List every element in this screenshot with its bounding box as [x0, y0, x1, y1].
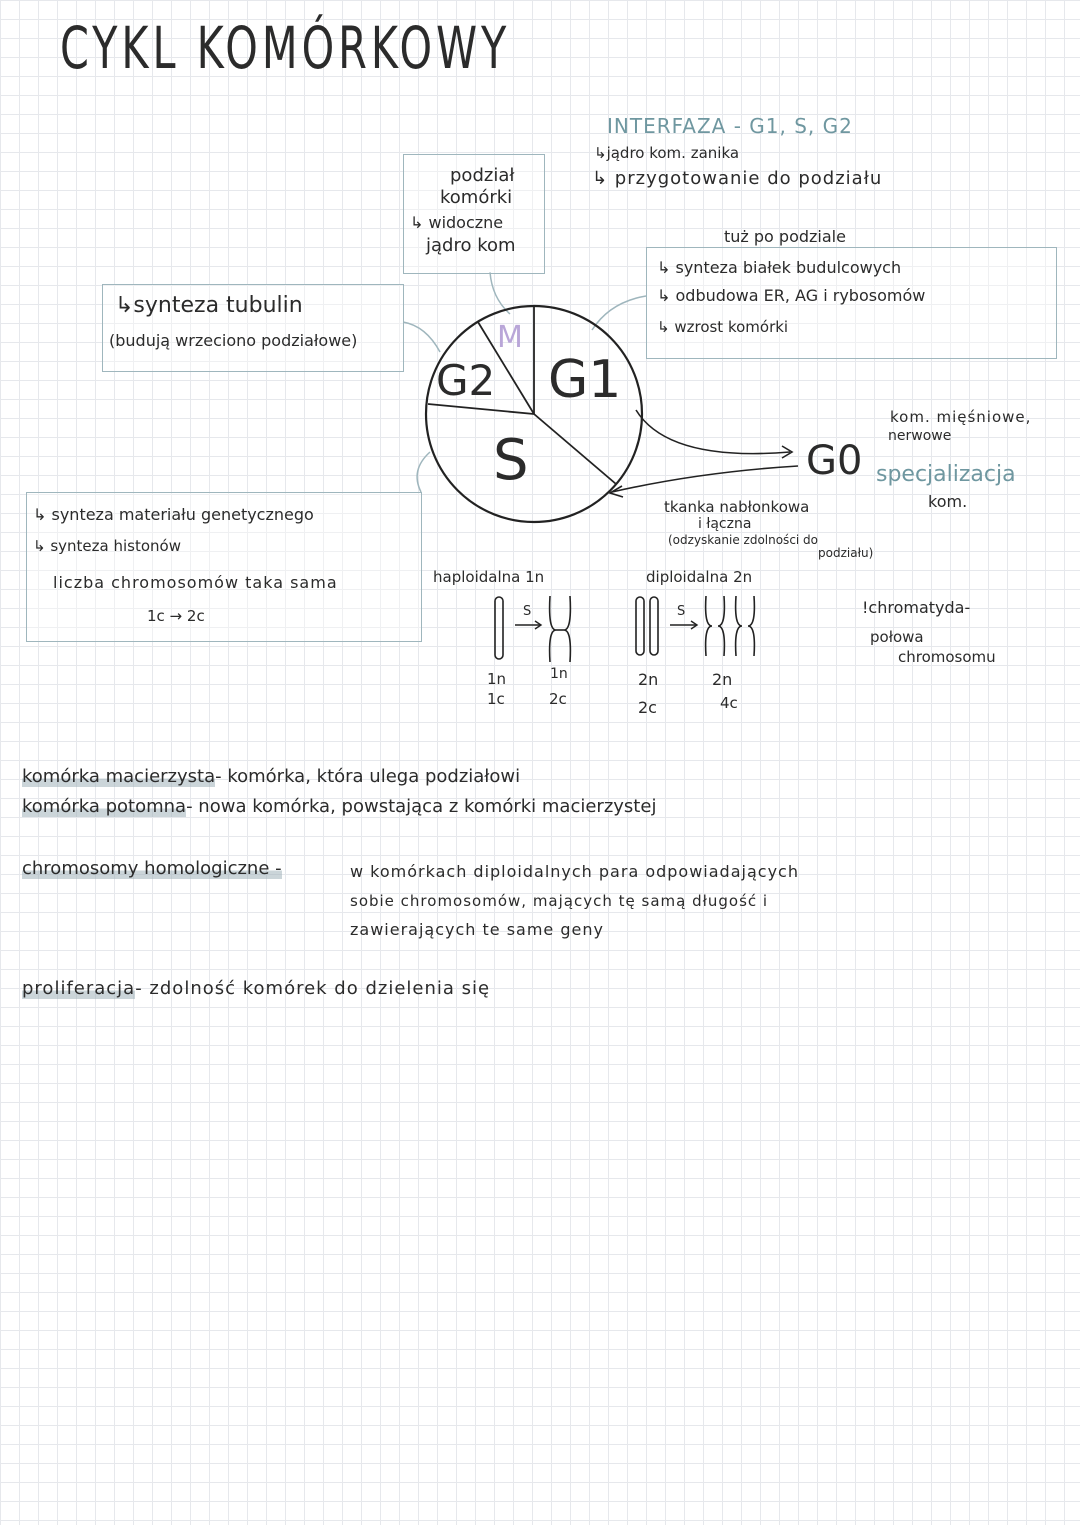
mitosis-box — [403, 154, 545, 274]
g2-line-2: (budują wrzeciono podziałowe) — [109, 331, 358, 350]
connector-s — [417, 452, 430, 492]
g0-cells-line-1: kom. mięśniowe, — [890, 408, 1032, 426]
g2-line-1: ↳synteza tubulin — [115, 293, 303, 318]
haploid-s-arrow-label: S — [523, 604, 532, 619]
chromatid-note-1: !chromatyda- — [862, 598, 971, 617]
chromatid-note-2: połowa — [870, 628, 924, 646]
connector-g1 — [592, 296, 646, 330]
chromosome-diploid-after — [706, 596, 755, 656]
g1-line-3: ↳ wzrost komórki — [657, 318, 789, 336]
haploid-before-c: 1c — [487, 690, 505, 708]
definition-mother-cell — [22, 766, 520, 787]
g0-return-line-1: tkanka nabłonkowa — [664, 498, 810, 516]
phase-m-label: M — [497, 320, 523, 355]
arrow-from-g0 — [612, 466, 798, 492]
specialization-label: specjalizacja — [876, 462, 1016, 487]
interphase-heading: INTERFAZA - G1, S, G2 — [607, 114, 853, 138]
term-homologous-chromosomes — [22, 858, 282, 879]
connector-g2 — [403, 322, 440, 352]
specialization-label-2: kom. — [928, 492, 968, 511]
homolog-def-line-3: zawierających te same geny — [350, 920, 604, 939]
phase-g0-label: G0 — [806, 438, 863, 484]
term-mother-cell: komórka macierzysta — [22, 766, 216, 787]
def-proliferation: - zdolność komórek do dzielenia się — [135, 978, 491, 999]
interphase-line-2: ↳ przygotowanie do podziału — [592, 168, 883, 189]
def-mother-cell: - komórka, która ulega podziałowi — [215, 766, 521, 787]
chromatid-note-3: chromosomu — [898, 648, 996, 666]
phase-g1-label: G1 — [548, 350, 622, 410]
divider-s-g1 — [534, 414, 616, 484]
mitosis-line-4: jądro kom — [426, 235, 516, 256]
haploid-label: haploidalna 1n — [433, 568, 545, 586]
homolog-term-text: chromosomy homologiczne - — [22, 858, 282, 879]
phase-s-label: S — [493, 428, 529, 493]
divider-g2-s — [428, 404, 534, 414]
cell-cycle-diagram — [0, 0, 1080, 760]
term-daughter-cell: komórka potomna — [22, 796, 187, 817]
s-line-4: 1c → 2c — [147, 607, 205, 625]
term-proliferation: proliferacja — [22, 978, 136, 999]
g0-cells-line-2: nerwowe — [888, 428, 952, 444]
chromosome-haploid-before — [495, 597, 503, 659]
connector-m — [490, 272, 510, 314]
mitosis-line-3: ↳ widoczne — [410, 213, 504, 232]
g1-box — [646, 247, 1057, 359]
diploid-before-c: 2c — [638, 698, 657, 717]
g0-return-line-4: podziału) — [818, 546, 874, 560]
diploid-s-arrow-label: S — [677, 604, 686, 619]
definition-proliferation — [22, 978, 490, 999]
homolog-def-line-2: sobie chromosomów, mających tę samą długość i — [350, 892, 769, 910]
interphase-line-1: ↳jądro kom. zanika — [594, 144, 740, 162]
arrow-to-g0 — [636, 410, 790, 454]
g1-line-1: ↳ synteza białek budulcowych — [657, 258, 902, 277]
s-box — [26, 492, 422, 642]
chromosome-diploid-before — [636, 597, 658, 655]
def-daughter-cell: - nowa komórka, powstająca z komórki macierzystej — [186, 796, 657, 817]
mitosis-line-2: komórki — [440, 187, 513, 208]
homolog-def-line-1: w komórkach diploidalnych para odpowiadających — [350, 862, 799, 881]
phase-g2-label: G2 — [436, 356, 496, 405]
diploid-before-n: 2n — [638, 670, 659, 689]
haploid-after-c: 2c — [549, 690, 567, 708]
diploid-after-c: 4c — [720, 694, 738, 712]
haploid-before-n: 1n — [487, 670, 507, 688]
chromosome-haploid-after — [550, 596, 571, 662]
haploid-after-n: 1n — [550, 666, 568, 682]
definition-daughter-cell — [22, 796, 656, 817]
g1-heading: tuż po podziale — [724, 227, 846, 246]
g0-return-line-2: i łączna — [698, 516, 752, 532]
g1-line-2: ↳ odbudowa ER, AG i rybosomów — [657, 286, 926, 305]
s-line-1: ↳ synteza materiału genetycznego — [33, 505, 314, 524]
g0-return-line-3: (odzyskanie zdolności do — [668, 533, 819, 547]
page-title: CYKL KOMÓRKOWY — [60, 14, 511, 82]
mitosis-line-1: podział — [450, 165, 515, 186]
s-line-3: liczba chromosomów taka sama — [53, 573, 338, 592]
g2-box — [102, 284, 404, 372]
diploid-label: diploidalna 2n — [646, 568, 753, 586]
s-line-2: ↳ synteza histonów — [33, 537, 181, 555]
diploid-after-n: 2n — [712, 670, 733, 689]
